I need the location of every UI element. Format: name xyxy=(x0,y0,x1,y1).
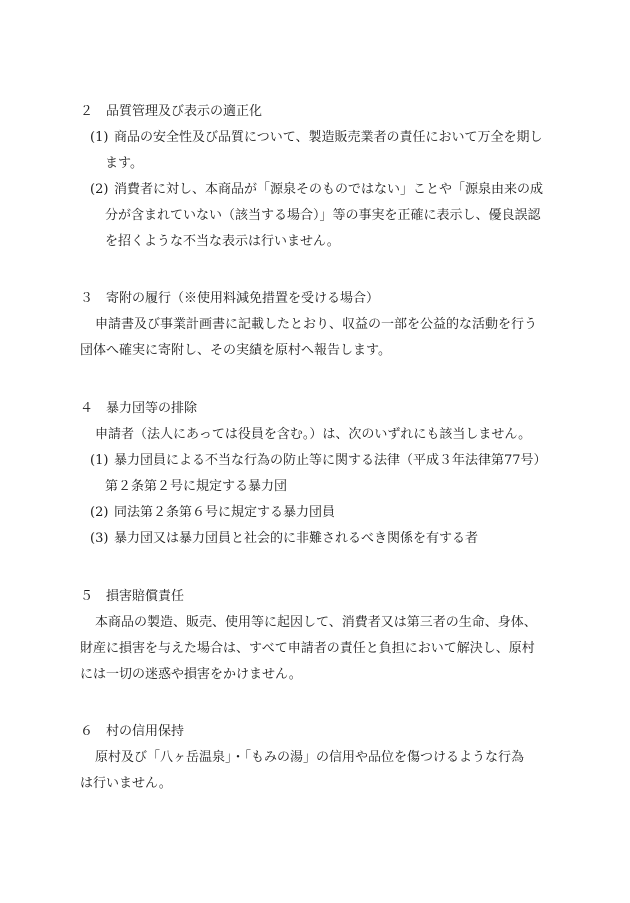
paragraph-line: 申請者（法人にあっては役員を含む。）は、次のいずれにも該当しません。 xyxy=(95,427,532,442)
item-number: (2) xyxy=(90,505,109,520)
paragraph-line: 本商品の製造、販売、使用等に起因して、消費者又は第三者の生命、身体、 xyxy=(95,615,537,630)
item-text: 商品の安全性及び品質について、製造販売業者の責任において万全を期し xyxy=(114,130,543,145)
item-continuation: 第２条第２号に規定する暴力団 xyxy=(105,479,288,494)
paragraph-line: 原村及び「八ヶ岳温泉」・「もみの湯」の信用や品位を傷つけるような行為 xyxy=(95,750,525,765)
section-3-heading xyxy=(80,286,379,312)
paragraph-line: には一切の迷惑や損害をかけません。 xyxy=(80,667,302,682)
list-item xyxy=(90,177,543,203)
section-title: 品質管理及び表示の適正化 xyxy=(106,104,263,119)
item-continuation: 分が含まれていない（該当する場合）」等の事実を正確に表示し、優良誤認 xyxy=(105,208,541,223)
item-continuation: ます。 xyxy=(105,156,143,171)
section-number: ３ xyxy=(80,291,94,306)
paragraph-line: 申請書及び事業計画書に記載したとおり、収益の一部を公益的な活動を行う xyxy=(95,317,538,332)
item-number: (2) xyxy=(90,182,109,197)
section-title: 損害賠償責任 xyxy=(106,589,185,604)
section-6-heading xyxy=(80,719,184,745)
section-title: 寄附の履行（※使用料減免措置を受ける場合） xyxy=(106,291,380,306)
section-5-heading xyxy=(80,584,184,610)
section-title: 暴力団等の排除 xyxy=(106,401,198,416)
list-item xyxy=(90,125,542,151)
list-item xyxy=(90,448,547,474)
item-text: 同法第２条第６号に規定する暴力団員 xyxy=(114,505,336,520)
item-text: 暴力団員による不当な行為の防止等に関する法律（平成３年法律第77号） xyxy=(114,453,547,468)
section-title: 村の信用保持 xyxy=(106,724,185,739)
paragraph-line: 財産に損害を与えた場合は、すべて申請者の責任と負担において解決し、原村 xyxy=(80,641,535,656)
item-text: 暴力団又は暴力団員と社会的に非難されるべき関係を有する者 xyxy=(114,531,479,546)
paragraph-line: は行いません。 xyxy=(80,776,172,791)
item-number: (3) xyxy=(90,531,109,546)
section-2-heading xyxy=(80,99,262,125)
list-item xyxy=(90,526,478,552)
section-number: ４ xyxy=(80,401,94,416)
list-item xyxy=(90,500,335,526)
paragraph-line: 団体へ確実に寄附し、その実績を原村へ報告します。 xyxy=(80,343,391,358)
section-4-heading xyxy=(80,396,197,422)
section-number: ６ xyxy=(80,724,94,739)
section-number: ２ xyxy=(80,104,94,119)
item-text: 消費者に対し、本商品が「源泉そのものではない」ことや「源泉由来の成 xyxy=(114,182,544,197)
item-continuation: を招くような不当な表示は行いません。 xyxy=(105,234,340,249)
item-number: (1) xyxy=(90,130,109,145)
section-number: ５ xyxy=(80,589,94,604)
item-number: (1) xyxy=(90,453,109,468)
